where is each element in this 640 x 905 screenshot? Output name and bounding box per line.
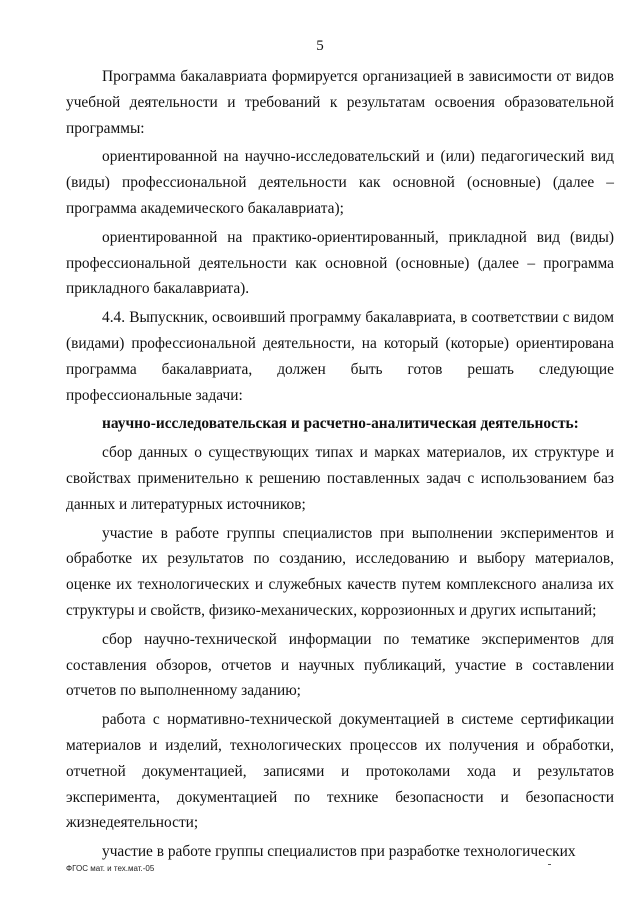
paragraph-intro: Программа бакалавриата формируется организацией в зависимости от видов учебной деятельности и требований к результатам освоения образовательной программы: xyxy=(66,68,614,137)
paragraph-graduate-tasks: 4.4. Выпускник, освоивший программу бакалавриата, в соответствии с видом (видами) профессиональной деятельности, на который (которые) ориентирована программа бакалавриата, должен быть готов решать следующие профессиональные задачи: xyxy=(66,309,614,404)
paragraph-applied: ориентированной на практико-ориентированный, прикладной вид (виды) профессиональной деятельности как основной (основные) (далее – программа прикладного бакалавриата). xyxy=(66,228,614,298)
paragraph-documentation: работа с нормативно-технической документацией в системе сертификации материалов и изделий, технологических процессов их получения и обработки, отчетной документацией, записями и протоколами хода и результатов эксперимента, документацией по технике безопасности и безопасности жизнедеятельности; xyxy=(66,711,614,832)
scan-mark xyxy=(548,864,551,865)
paragraph-technology-development: участие в работе группы специалистов при разработке технологических xyxy=(102,843,576,861)
section-heading: научно-исследовательская и расчетно-аналитическая деятельность: xyxy=(102,415,579,433)
footer-code: ФГОС мат. и тех.мат.-05 xyxy=(66,864,155,873)
paragraph-info-collection: сбор научно-технической информации по тематике экспериментов для составления обзоров, отчетов и научных публикаций, участие в составлении отчетов по выполненному заданию; xyxy=(66,630,614,700)
document-body xyxy=(66,64,614,865)
paragraph-academic: ориентированной на научно-исследовательский и (или) педагогический вид (виды) профессиональной деятельности как основной (основные) (далее – программа академического бакалавриата); xyxy=(66,148,614,217)
paragraph-experiments: участие в работе группы специалистов при выполнении экспериментов и обработке их результатов по созданию, исследованию и выбору материалов, оценке их технологических и служебных качеств путем комплексного анализа их структуры и свойств, физико-механических, коррозионных и других испытаний; xyxy=(66,524,614,619)
page-number: 5 xyxy=(316,38,324,54)
paragraph-data-collection: сбор данных о существующих типах и марках материалов, их структуре и свойствах применительно к решению поставленных задач с использованием баз данных и литературных источников; xyxy=(66,444,614,513)
